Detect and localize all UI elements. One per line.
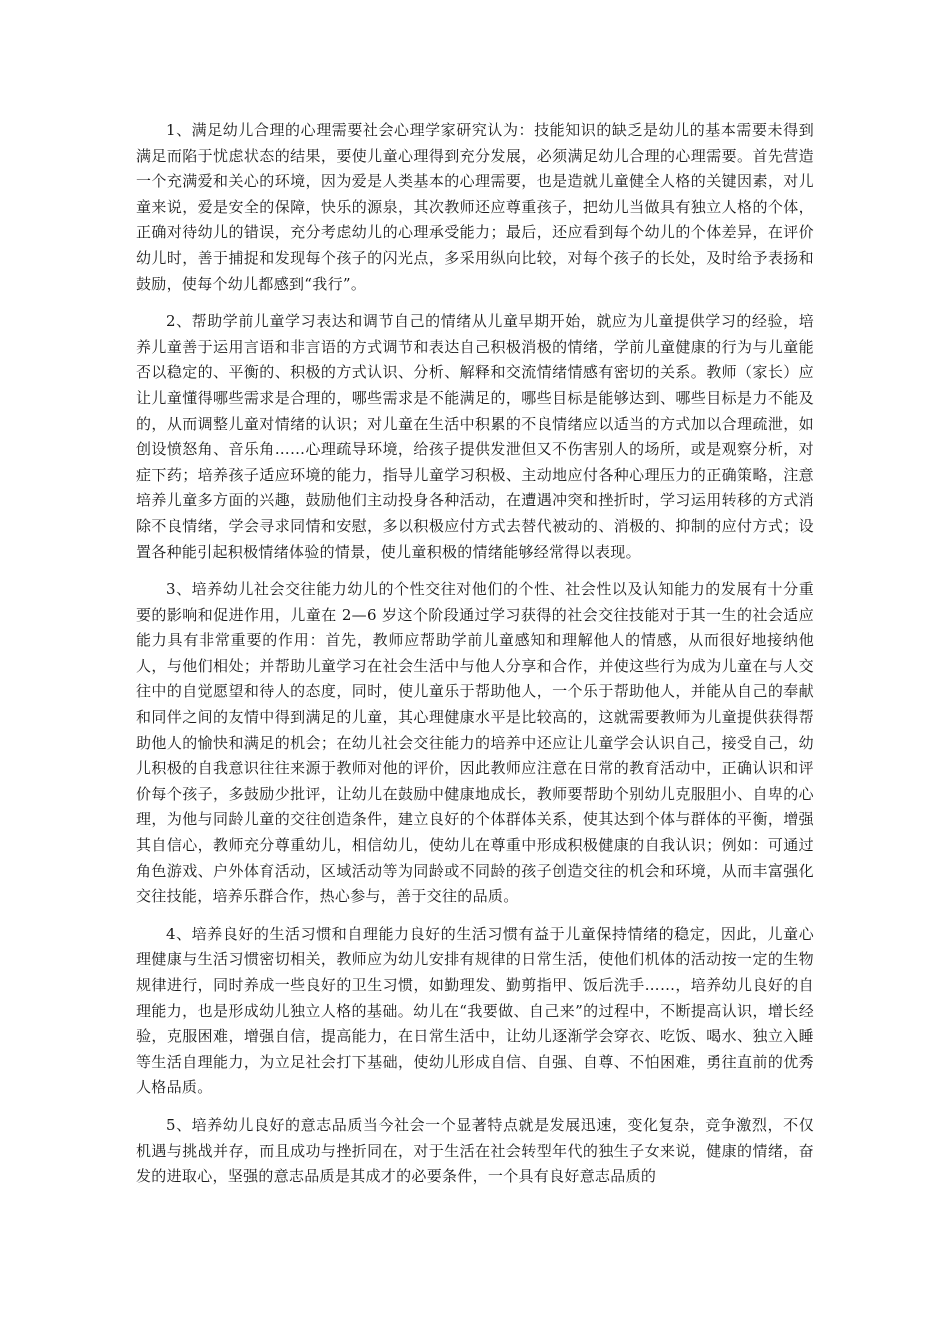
paragraph-1: 1、满足幼儿合理的心理需要社会心理学家研究认为：技能知识的缺乏是幼儿的基本需要未得到满足而陷于忧虑状态的结果，要使儿童心理得到充分发展，必须满足幼儿合理的心理需要。首先营造一个充满爱和关心的环境，因为爱是人类基本的心理需要，也是造就儿童健全人格的关键因素，对儿童来说，爱是安全的保障，快乐的源泉，其次教师还应尊重孩子，把幼儿当做具有独立人格的个体，正确对待幼儿的错误，充分考虑幼儿的心理承受能力；最后，还应看到每个幼儿的个体差异，在评价幼儿时，善于捕捉和发现每个孩子的闪光点，多采用纵向比较，对每个孩子的长处，及时给予表扬和鼓励，使每个幼儿都感到“我行”。	[136, 121, 814, 293]
paragraph-5: 5、培养幼儿良好的意志品质当今社会一个显著特点就是发展迅速，变化复杂，竞争激烈，不仅机遇与挑战并存，而且成功与挫折同在，对于生活在社会转型年代的独生子女来说，健康的情绪，奋发的进取心，坚强的意志品质是其成才的必要条件，一个具有良好意志品质的	[136, 1115, 814, 1186]
paragraph-2: 2、帮助学前儿童学习表达和调节自己的情绪从儿童早期开始，就应为儿童提供学习的经验，培养儿童善于运用言语和非言语的方式调节和表达自己积极消极的情绪，学前儿童健康的行为与儿童能否以稳定的、平衡的、积极的方式认识、分析、解释和交流情绪情感有密切的关系。教师（家长）应让儿童懂得哪些需求是合理的，哪些需求是不能满足的，哪些目标是能够达到、哪些目标是力不能及的，从而调整儿童对情绪的认识；对儿童在生活中积累的不良情绪应以适当的方式加以合理疏泄，如创设愤怒角、音乐角……心理疏导环境，给孩子提供发泄但又不伤害别人的场所，或是观察分析，对症下药；培养孩子适应环境的能力，指导儿童学习积极、主动地应付各种心理压力的正确策略，注意培养儿童多方面的兴趣，鼓励他们主动投身各种活动，在遭遇冲突和挫折时，学习运用转移的方式消除不良情绪，学会寻求同情和安慰，多以积极应付方式去替代被动的、消极的、抑制的应付方式；设置各种能引起积极情绪体验的情景，使儿童积极的情绪能够经常得以表现。	[136, 312, 814, 561]
document-body	[136, 118, 814, 1202]
paragraph-3: 3、培养幼儿社会交往能力幼儿的个性交往对他们的个性、社会性以及认知能力的发展有十分重要的影响和促进作用，儿童在 2—6 岁这个阶段通过学习获得的社会交往技能对于其一生的社会适应能力具有非常重要的作用：首先，教师应帮助学前儿童感知和理解他人的情感，从而很好地接纳他人，与他们相处；并帮助儿童学习在社会生活中与他人分享和合作，并使这些行为成为儿童在与人交往中的自觉愿望和待人的态度，同时，使儿童乐于帮助他人，一个乐于帮助他人，并能从自己的奉献和同伴之间的友情中得到满足的儿童，其心理健康水平是比较高的，这就需要教师为儿童提供获得帮助他人的愉快和满足的机会；在幼儿社会交往能力的培养中还应让儿童学会认识自己，接受自己，幼儿积极的自我意识往往来源于教师对他的评价，因此教师应注意在日常的教育活动中，正确认识和评价每个孩子，多鼓励少批评，让幼儿在鼓励中健康地成长，教师要帮助个别幼儿克服胆小、自卑的心理，为他与同龄儿童的交往创造条件，建立良好的个体群体关系，使其达到个体与群体的平衡，增强其自信心，教师充分尊重幼儿，相信幼儿，使幼儿在尊重中形成积极健康的自我认识；例如：可通过角色游戏、户外体育活动，区域活动等为同龄或不同龄的孩子创造交往的机会和环境，从而丰富强化交往技能，培养乐群合作，热心参与，善于交往的品质。	[136, 580, 814, 906]
paragraph-4: 4、培养良好的生活习惯和自理能力良好的生活习惯有益于儿童保持情绪的稳定，因此，儿童心理健康与生活习惯密切相关，教师应为幼儿安排有规律的日常生活，使他们机体的活动按一定的生物规律进行，同时养成一些良好的卫生习惯，如勤理发、勤剪指甲、饭后洗手……，培养幼儿良好的自理能力，也是形成幼儿独立人格的基础。幼儿在“我要做、自己来”的过程中，不断提高认识，增长经验，克服困难，增强自信，提高能力，在日常生活中，让幼儿逐渐学会穿衣、吃饭、喝水、独立入睡等生活自理能力，为立足社会打下基础，使幼儿形成自信、自强、自尊、不怕困难，勇往直前的优秀人格品质。	[136, 924, 814, 1097]
